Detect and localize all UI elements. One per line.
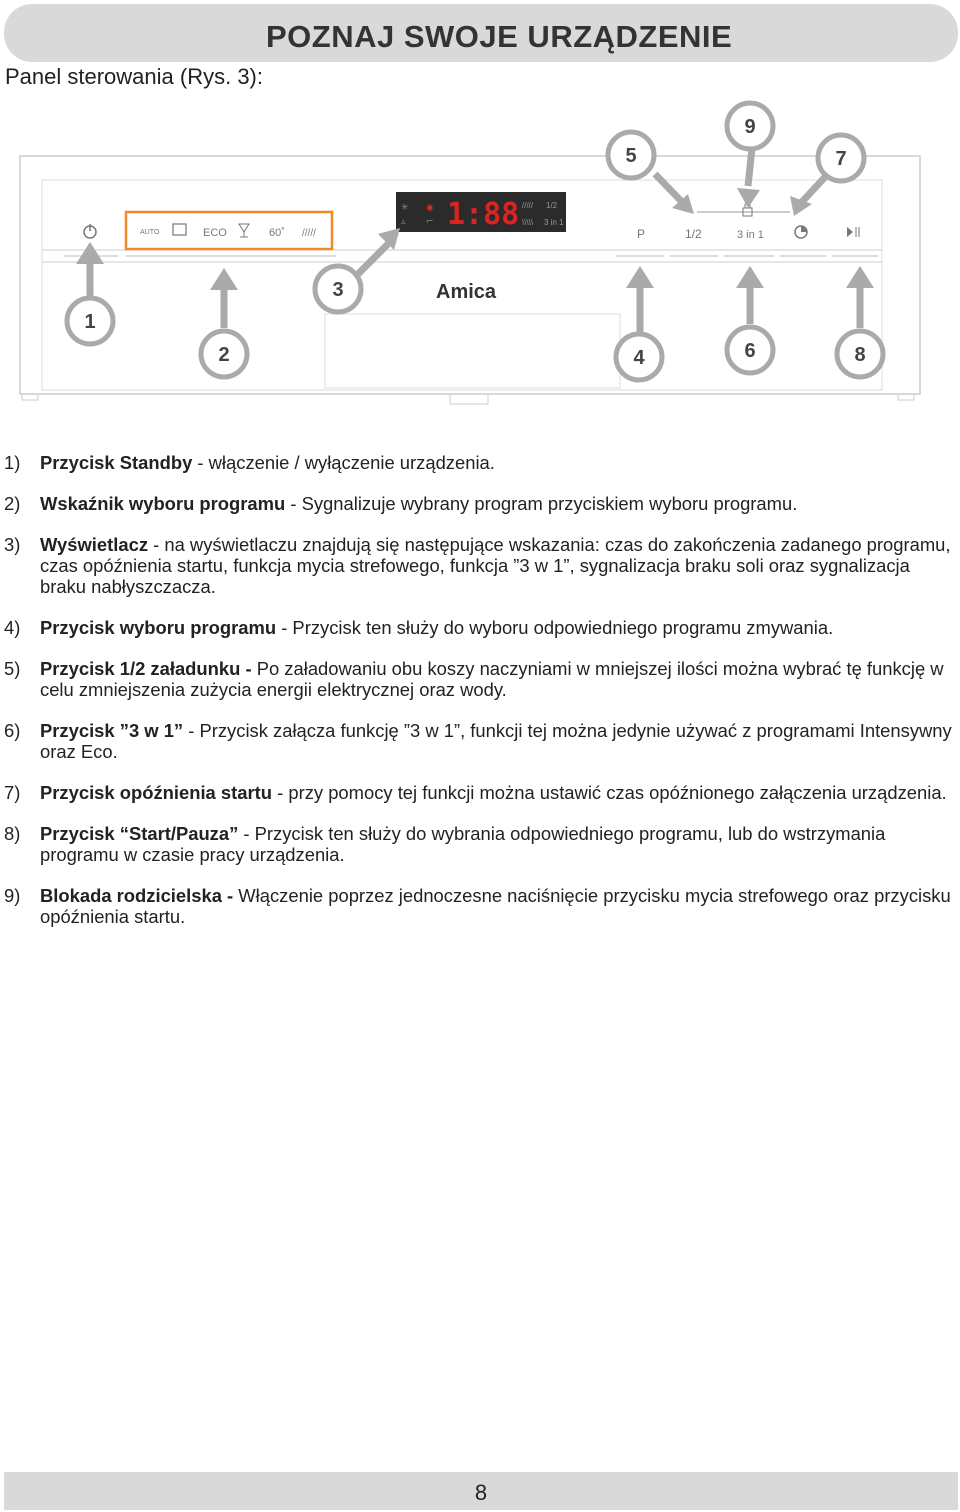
footer-bar (4, 1472, 958, 1510)
three-in-one-button-label: 3 in 1 (737, 229, 764, 241)
svg-text://///: ///// (522, 201, 534, 210)
brand-logo: Amica (436, 281, 497, 303)
list-item: 6) Przycisk ”3 w 1” - Przycisk załącza funkcję ”3 w 1”, funkcji tej można jedynie używać z programami Intensywny oraz Eco. (4, 720, 952, 762)
half-load-button-label: 1/2 (685, 227, 702, 241)
glass-icon (239, 224, 249, 237)
program-button-label: P (637, 227, 646, 241)
auto-label: AUTO (140, 229, 160, 236)
section-subheading: Panel sterowania (Rys. 3): (5, 64, 263, 89)
temp-label: 60˚ (269, 227, 285, 239)
display-digits: 1:88 (447, 197, 520, 232)
rinse-icon: ///// (302, 228, 316, 239)
callout-9-label: 9 (744, 116, 756, 138)
list-item: 8) Przycisk “Start/Pauza” - Przycisk ten służy do wybrania odpowiedniego programu, lub do wstrzymania programu w czasie pracy urządzenia. (4, 823, 886, 865)
header-bar (4, 4, 958, 62)
lock-indicator-icon: ◉ (426, 203, 434, 213)
list-item: 9) Blokada rodzicielska - Włączenie poprzez jednoczesne naciśnięcie przycisku mycia strefowego oraz przycisku opóźnienia startu. (4, 885, 951, 927)
appliance-outline (20, 156, 920, 394)
callout-6-label: 6 (744, 340, 756, 362)
standby-icon (84, 224, 96, 238)
list-item: 3) Wyświetlacz - na wyświetlaczu znajdują się następujące wskazania: czas do zakończenia zadanego programu, czas opóźnienia startu, funkcja mycia strefowego, funkcja ”3 w 1”, sygnalizacja braku soli oraz sygnalizacja braku nabłyszczacza. (4, 534, 951, 597)
callout-1-label: 1 (84, 311, 96, 333)
callout-8-label: 8 (854, 344, 866, 366)
callout-5-label: 5 (625, 145, 637, 167)
list-item: 5) Przycisk 1/2 załadunku - Po załadowaniu obu koszy naczyniami w mniejszej ilości można wybrać tę funkcję w celu zmniejszenia zużycia energii elektrycznej oraz wody. (4, 658, 944, 700)
list-item: 2) Wskaźnik wyboru programu - Sygnalizuje wybrany program przyciskiem wyboru programu. (4, 493, 798, 514)
callout-7-label: 7 (835, 148, 847, 170)
callout-3-label: 3 (332, 279, 344, 301)
display-half-label: 1/2 (546, 201, 558, 210)
salt-icon: ▵ (401, 217, 406, 227)
sparkle-icon: ✳ (401, 203, 409, 213)
page-number: 8 (474, 1480, 488, 1505)
description-list (4, 452, 960, 947)
delay-start-icon (795, 226, 807, 238)
display-3in1-label: 3 in 1 (544, 218, 564, 227)
list-item: 7) Przycisk opóźnienia startu - przy pomocy tej funkcji można ustawić czas opóźnionego załączenia urządzenia. (4, 782, 947, 803)
list-item: 4) Przycisk wyboru programu - Przycisk ten służy do wyboru odpowiedniego programu zmywania. (4, 617, 834, 638)
control-panel-diagram (0, 100, 960, 420)
page-title: POZNAJ SWOJE URZĄDZENIE (266, 19, 733, 54)
eco-label: ECO (203, 227, 227, 239)
callout-4-label: 4 (633, 347, 645, 369)
svg-text:\\\\\: \\\\\ (522, 218, 534, 227)
control-panel-figure (0, 100, 960, 420)
list-item: 1) Przycisk Standby - włączenie / wyłączenie urządzenia. (4, 452, 495, 473)
callout-2-label: 2 (218, 344, 230, 366)
start-pause-icon (847, 227, 859, 237)
tap-icon: ⌐ (426, 217, 434, 227)
intensive-icon (173, 224, 186, 235)
